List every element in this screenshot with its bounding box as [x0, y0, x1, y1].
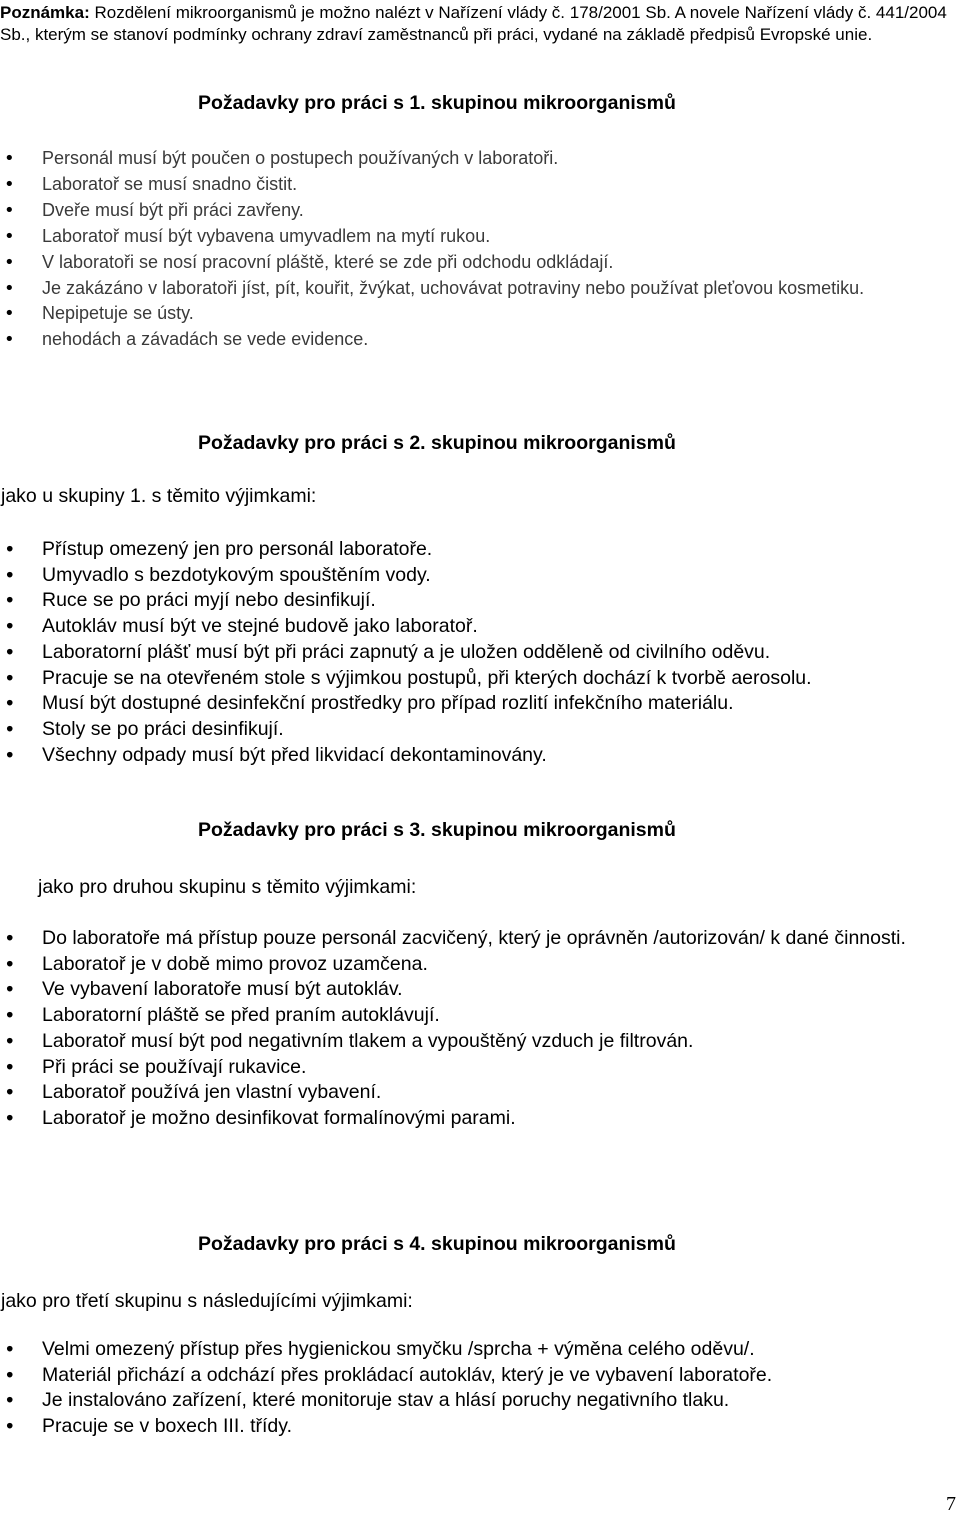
page-number: 7: [946, 1493, 956, 1515]
list-item: • nehodách a závadách se vede evidence.: [0, 327, 958, 353]
group4-list: [0, 1337, 958, 1440]
list-item: • Autokláv musí být ve stejné budově jako laboratoř.: [0, 614, 958, 640]
list-item: • Ve vybavení laboratoře musí být autokláv.: [0, 977, 958, 1003]
list-item: • Laboratoř je možno desinfikovat formalínovými parami.: [0, 1106, 958, 1132]
list-item: • Nepipetuje se ústy.: [0, 301, 958, 327]
list-item: • Pracuje se na otevřeném stole s výjimkou postupů, při kterých dochází k tvorbě aerosolu.: [0, 666, 958, 692]
list-item: • Personál musí být poučen o postupech používaných v laboratoři.: [0, 146, 958, 172]
group1-heading: Požadavky pro práci s 1. skupinou mikroorganismů: [198, 92, 676, 114]
list-item: • Při práci se používají rukavice.: [0, 1055, 958, 1081]
list-item: • Do laboratoře má přístup pouze personál zacvičený, který je oprávněn /autorizován/ k dané činnosti.: [0, 926, 958, 952]
list-item: • Laboratoř musí být pod negativním tlakem a vypouštěný vzduch je filtrován.: [0, 1029, 958, 1055]
list-item: • Všechny odpady musí být před likvidací dekontaminovány.: [0, 743, 958, 769]
group2-list: [0, 537, 958, 768]
list-item: • Musí být dostupné desinfekční prostředky pro případ rozlití infekčního materiálu.: [0, 691, 958, 717]
list-item: • Laboratoř používá jen vlastní vybavení.: [0, 1080, 958, 1106]
group3-list: [0, 926, 958, 1132]
group3-intro: jako pro druhou skupinu s těmito výjimkami:: [38, 876, 417, 898]
list-item: • Materiál přichází a odchází přes prokládací autokláv, který je ve vybavení laboratoře.: [0, 1363, 958, 1389]
list-item: • Laboratorní plášť musí být při práci zapnutý a je uložen odděleně od civilního oděvu.: [0, 640, 958, 666]
group2-heading: Požadavky pro práci s 2. skupinou mikroorganismů: [198, 432, 676, 454]
list-item: • Je instalováno zařízení, které monitoruje stav a hlásí poruchy negativního tlaku.: [0, 1388, 958, 1414]
list-item: • Velmi omezený přístup přes hygienickou smyčku /sprcha + výměna celého oděvu/.: [0, 1337, 958, 1363]
list-item: • Stoly se po práci desinfikují.: [0, 717, 958, 743]
group4-heading: Požadavky pro práci s 4. skupinou mikroorganismů: [198, 1233, 676, 1255]
list-item: • Laboratoř se musí snadno čistit.: [0, 172, 958, 198]
note-text: Rozdělení mikroorganismů je možno nalézt v Nařízení vlády č. 178/2001 Sb. A novele Nařízení vlády č. 441/2004 Sb., kterým se stanoví podmínky ochrany zdraví zaměstnanců při práci, vydané na základě předpisů Evropské unie.: [0, 3, 947, 44]
list-item: • Laboratorní pláště se před praním autoklávují.: [0, 1003, 958, 1029]
group2-intro: jako u skupiny 1. s těmito výjimkami:: [1, 485, 317, 507]
list-item: • Laboratoř je v době mimo provoz uzamčena.: [0, 952, 958, 978]
list-item: • Umyvadlo s bezdotykovým spouštěním vody.: [0, 563, 958, 589]
list-item: • Je zakázáno v laboratoři jíst, pít, kouřit, žvýkat, uchovávat potraviny nebo používat pleťovou kosmetiku.: [0, 276, 958, 302]
list-item: • Pracuje se v boxech III. třídy.: [0, 1414, 958, 1440]
list-item: • Přístup omezený jen pro personál laboratoře.: [0, 537, 958, 563]
list-item: • Laboratoř musí být vybavena umyvadlem na mytí rukou.: [0, 224, 958, 250]
list-item: • Dveře musí být při práci zavřeny.: [0, 198, 958, 224]
note-label: Poznámka:: [0, 3, 90, 22]
group3-heading: Požadavky pro práci s 3. skupinou mikroorganismů: [198, 819, 676, 841]
group4-intro: jako pro třetí skupinu s následujícími výjimkami:: [1, 1290, 413, 1312]
list-item: • Ruce se po práci myjí nebo desinfikují.: [0, 588, 958, 614]
group1-list: [0, 146, 958, 353]
note-paragraph: [0, 2, 960, 46]
list-item: • V laboratoři se nosí pracovní pláště, které se zde při odchodu odkládají.: [0, 250, 958, 276]
